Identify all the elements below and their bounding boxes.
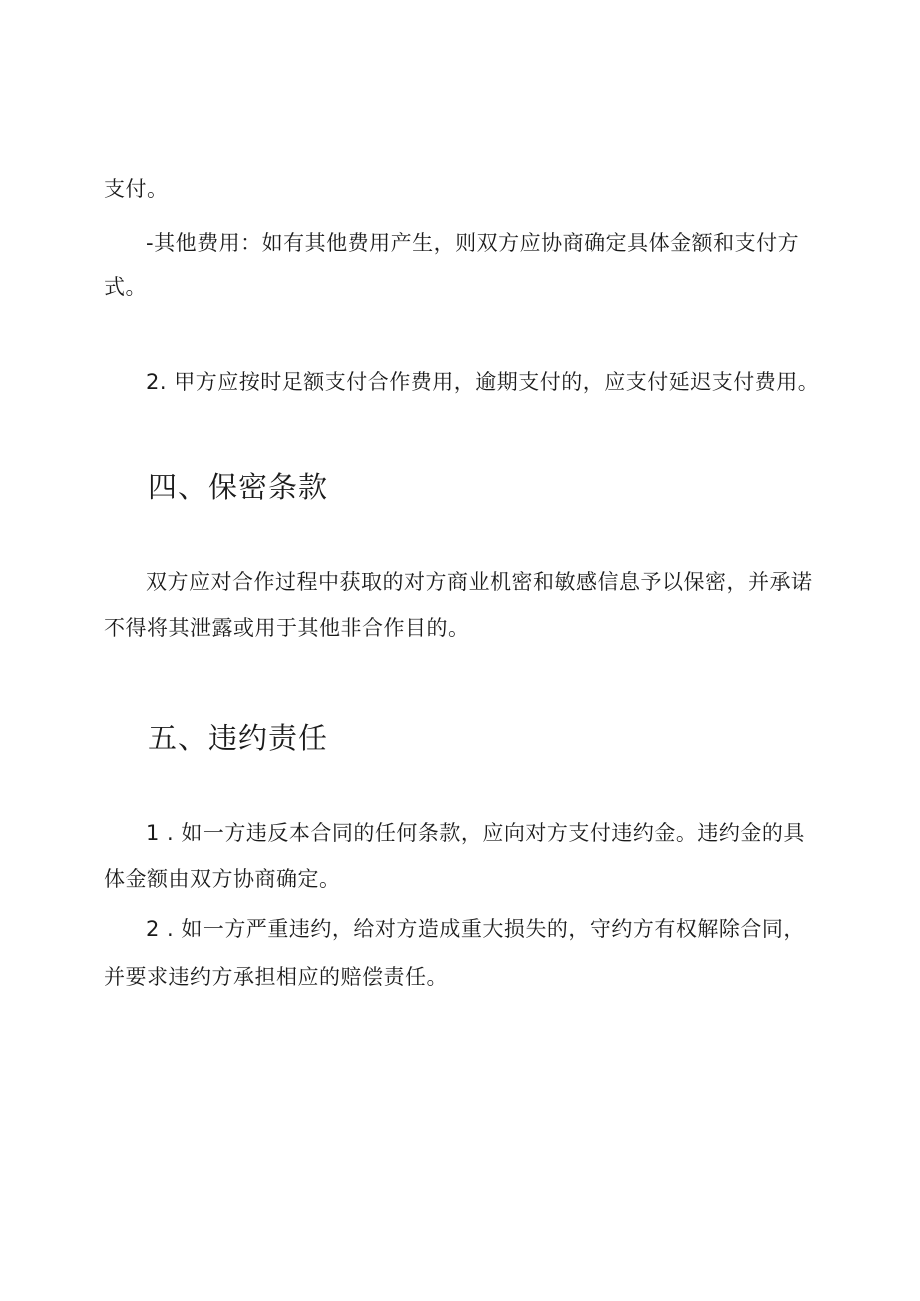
payment-clause-2: 2. 甲方应按时足额支付合作费用，逾期支付的，应支付延迟支付费用。 [146, 370, 820, 394]
other-fees-continuation-line: 式。 [104, 275, 147, 299]
breach-clause-1-line-2: 体金额由双方协商确定。 [104, 867, 341, 891]
breach-clause-2-line-2: 并要求违约方承担相应的赔偿责任。 [104, 965, 448, 989]
confidentiality-paragraph-line-2: 不得将其泄露或用于其他非合作目的。 [104, 616, 470, 640]
section-heading-breach: 五、违约责任 [148, 721, 329, 755]
breach-clause-2-line-1: 2 . 如一方严重违约，给对方造成重大损失的，守约方有权解除合同， [146, 917, 805, 941]
breach-clause-1-line-1: 1 . 如一方违反本合同的任何条款，应向对方支付违约金。违约金的具 [146, 821, 805, 845]
payment-continuation-line: 支付。 [104, 177, 169, 201]
section-heading-confidentiality: 四、保密条款 [148, 470, 329, 504]
confidentiality-paragraph-line-1: 双方应对合作过程中获取的对方商业机密和敏感信息予以保密，并承诺 [146, 570, 813, 594]
other-fees-line: -其他费用：如有其他费用产生，则双方应协商确定具体金额和支付方 [146, 231, 800, 255]
